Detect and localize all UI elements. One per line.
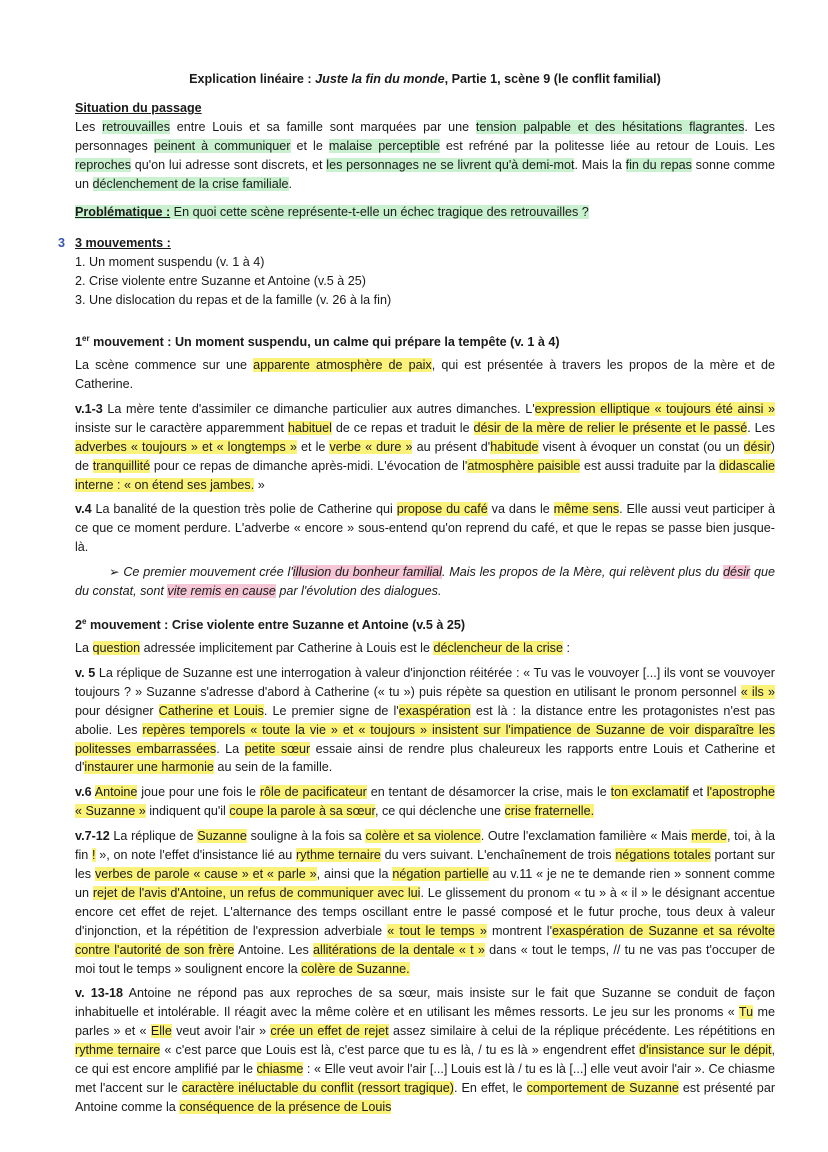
heading-text: mouvement : Un moment suspendu, un calme qui prépare la tempête (v. 1 à 4) [89, 335, 560, 350]
text: La [75, 641, 93, 656]
num: 1 [75, 335, 83, 350]
highlighted-text: petite sœur [244, 741, 311, 756]
text: Les [75, 119, 103, 134]
text: au sein de la famille. [213, 760, 333, 775]
highlighted-text: négation partielle [392, 867, 489, 881]
highlighted-text: Suzanne [197, 829, 247, 844]
mouvements-label: 3 mouvements : [75, 236, 171, 251]
highlighted-text: instaurer une harmonie [84, 760, 214, 775]
text: . Mais la [574, 157, 626, 172]
arrow-icon: ➢ [109, 565, 120, 580]
verse-label: v.4 [75, 502, 92, 517]
highlighted-text: désir [722, 565, 751, 580]
situation-paragraph [75, 118, 775, 194]
m2-v5 [75, 664, 775, 777]
text: du vers suivant. L'enchaînement de trois [380, 848, 616, 863]
m2-v6 [75, 783, 775, 821]
text: pour ce repas de dimanche après-midi. L'évocation de l' [150, 458, 468, 473]
highlight: retrouvailles [102, 119, 170, 134]
text: montrent l' [486, 923, 552, 938]
highlighted-text: déclencheur de la crise [433, 641, 563, 656]
problematique-label: Problématique : [75, 205, 171, 220]
text: entre Louis et sa famille sont marquées par une [170, 119, 476, 134]
text: , ce qui déclenche une [374, 804, 505, 819]
text: en tentant de désamorcer la crise, mais le [366, 785, 611, 800]
highlighted-text: verbes de parole « cause » et « parle » [94, 867, 317, 881]
mouvements-list [75, 253, 775, 310]
m2-intro [75, 639, 775, 658]
text: . Mais les propos de la Mère, qui relèvent plus du [441, 565, 723, 580]
text: souligne à la fois sa [246, 829, 366, 844]
text: est refréné par la politesse liée au retour de Louis. Les [439, 138, 775, 153]
text: . Outre l'exclamation familière « Mais [480, 829, 692, 844]
highlighted-text: Antoine [94, 785, 138, 800]
text: , ce qui est encore amplifié par le [75, 1043, 775, 1077]
highlighted-text: Catherine et Louis [158, 703, 264, 718]
highlighted-text: habitude [490, 439, 539, 454]
text: insiste sur le caractère apparemment [75, 420, 288, 435]
text: joue pour une fois le [137, 785, 260, 800]
text: pour désigner [75, 703, 159, 718]
text: » [254, 477, 265, 492]
text: et [688, 785, 707, 800]
highlighted-text: didascalie interne : « on étend ses jambes. [75, 458, 775, 492]
text: La banalité de la question très polie de Catherine qui [91, 502, 397, 517]
heading-text: mouvement : Crise violente entre Suzanne et Antoine (v.5 à 25) [86, 618, 466, 633]
highlighted-text: crise fraternelle. [504, 804, 595, 819]
text: et le [290, 138, 329, 153]
highlighted-text: comportement de Suzanne [526, 1080, 679, 1095]
text: qu'on lui adresse sont discrets, et [131, 157, 327, 172]
highlighted-text: rejet de l'avis d'Antoine, un refus de communiquer avec lui [92, 885, 421, 900]
m2-v13-18 [75, 984, 775, 1116]
highlight: malaise perceptible [328, 138, 440, 153]
highlighted-text: même sens [553, 502, 620, 517]
highlighted-text: tranquillité [92, 458, 151, 473]
verse-label: v. 13-18 [75, 986, 124, 1001]
text: portant sur les [75, 848, 775, 881]
m2-v7-12 [75, 827, 775, 978]
highlighted-text: caractère inéluctable du conflit (ressort tragique) [181, 1080, 454, 1095]
highlight: peinent à communiquer [153, 138, 291, 153]
highlighted-text: crée un effet de rejet [270, 1024, 389, 1039]
highlight: déclenchement de la crise familiale [92, 176, 289, 191]
highlighted-text: allitérations de la dentale « t » [313, 942, 485, 957]
text: . [288, 176, 293, 191]
highlighted-text: colère et sa violence [365, 829, 481, 844]
text: par l'évolution des dialogues. [275, 584, 442, 599]
text: . En effet, le [453, 1080, 527, 1095]
situation-heading: Situation du passage [75, 100, 202, 115]
highlighted-text: chiasme [256, 1062, 304, 1077]
num: 2 [75, 618, 83, 633]
highlighted-text: ton exclamatif [610, 785, 689, 800]
text: et le [296, 439, 330, 454]
text: Antoine. Les [234, 942, 314, 957]
problematique [75, 203, 775, 222]
highlighted-text: exaspération [398, 703, 471, 718]
highlighted-text: ! [92, 848, 96, 863]
list-item: 3. Une dislocation du repas et de la famille (v. 26 à la fin) [75, 293, 392, 308]
text: est là : la distance entre les protagonistes n'est pas abolie. Les [75, 703, 775, 737]
text: , ainsi que la [316, 867, 393, 881]
problematique-text: En quoi cette scène représente-t-elle un échec tragique des retrouvailles ? [170, 205, 589, 220]
mouvements-block [58, 234, 775, 310]
text: . Les personnages [75, 119, 775, 153]
document-body [58, 70, 776, 1123]
text: , toi, à la fin [75, 829, 775, 863]
sup: e [82, 616, 87, 626]
highlighted-text: rôle de pacificateur [259, 785, 367, 800]
highlighted-text: merde [691, 829, 727, 844]
text: est présenté par Antoine comme la [75, 1080, 776, 1114]
text: : [562, 641, 570, 656]
text: . Elle aussi veut participer à ce que ce moment perdure. L'adverbe « encore » sous-entend qu'on reprend du café, et que le repas se passe bien jusque-là. [75, 502, 775, 555]
text: », on note l'effet d'insistance lié au [95, 848, 296, 863]
highlighted-text: colère de Suzanne. [301, 961, 410, 976]
document-title [75, 70, 775, 89]
highlighted-text: désir [743, 439, 771, 454]
highlighted-text: adverbes « toujours » et « longtemps » [75, 439, 297, 454]
m1-v1-3 [75, 400, 775, 495]
text: dans « tout le temps, // tu ne vas pas t'occuper de moi tout le temps » soulignent encore la [75, 942, 775, 976]
text: que du constat, sont [75, 565, 776, 599]
text: « c'est parce que Louis est là, c'est parce que tu es là, / tu es là » engendrent effet [160, 1043, 640, 1058]
text: me parles » et « [75, 1005, 775, 1039]
text: essaie ainsi de rendre plus chaleureux les rapports entre Louis et Catherine et d' [75, 741, 775, 775]
verse-label: v. 5 [75, 665, 96, 680]
highlighted-text: exaspération de Suzanne et sa révolte contre l'autorité de son frère [75, 923, 776, 957]
text: adressée implicitement par Catherine à Louis est le [140, 641, 434, 656]
highlighted-text: l'apostrophe « Suzanne » [75, 785, 776, 819]
handwritten-marker: 3 [58, 236, 66, 251]
title-work: Juste la fin du monde [315, 72, 445, 86]
mouvement-1-heading [75, 330, 775, 352]
list-item: 1. Un moment suspendu (v. 1 à 4) [75, 255, 265, 270]
m1-conclusion [75, 563, 775, 601]
highlighted-text: d'insistance sur le dépit [639, 1043, 772, 1058]
highlighted-text: habituel [287, 420, 332, 435]
highlighted-text: vite remis en cause [167, 584, 276, 599]
text: La scène commence sur une [75, 358, 254, 373]
m1-intro [75, 356, 775, 394]
text: : « Elle veut avoir l'air [...] Louis est là / tu es là [...] elle veut avoir l'air ». Ce chiasme met l'accent sur le [75, 1062, 775, 1095]
highlighted-text: Elle [150, 1024, 172, 1039]
verse-label: v.6 [75, 785, 92, 800]
highlighted-text: « ils » [740, 684, 775, 699]
text: assez similaire à celui de la réplique précédente. Les répétitions en [388, 1024, 775, 1039]
highlight: reproches [75, 157, 132, 172]
text: , qui est présentée à travers les propos de la mère et de Catherine. [75, 358, 775, 391]
highlighted-text: « tout le temps » [387, 923, 487, 938]
text: Ce premier mouvement crée l' [119, 565, 293, 580]
mouvement-2-heading [75, 613, 775, 635]
highlighted-text: coupe la parole à sa sœur [229, 804, 375, 819]
highlighted-text: rythme ternaire [295, 848, 381, 863]
title-prefix: Explication linéaire : [189, 72, 316, 86]
highlighted-text: verbe « dure » [329, 439, 413, 454]
highlighted-text: illusion du bonheur familial [292, 565, 442, 580]
text: de ce repas et traduit le [331, 420, 474, 435]
text: Antoine ne répond pas aux reproches de sa sœur, mais insiste sur le fait que Suzanne se conduit de façon inhabituelle et intolérable. Il réagit avec la même colère et en utilisant les mêmes ressorts. Le jeu sur les pronoms « [75, 986, 776, 1020]
text: ) de [75, 439, 775, 473]
text: est aussi traduite par la [580, 458, 719, 473]
text: va dans le [487, 502, 554, 517]
m1-v4 [75, 500, 775, 557]
highlight: apparente atmosphère de paix [253, 358, 432, 373]
sup: er [82, 333, 90, 343]
text: La réplique de Suzanne est une interrogation à valeur d'injonction réitérée : « Tu vas le vouvoyer [...] ils vont se vouvoyer toujours ? » Suzanne s'adresse d'abord à Catherine (« tu ») puis répète sa question en utilisant le pronom personnel [75, 665, 775, 699]
text: indiquent qu'il [145, 804, 230, 819]
text: au présent d' [412, 439, 491, 454]
highlighted-text: expression elliptique « toujours été ainsi » [534, 401, 776, 416]
highlighted-text: rythme ternaire [75, 1043, 161, 1058]
text: veut avoir l'air » [171, 1024, 271, 1039]
highlighted-text: conséquence de la présence de Louis [179, 1099, 392, 1114]
text: . Le premier signe de l' [263, 703, 399, 718]
text: . Les [747, 420, 775, 435]
text: visent à évoquer un constat (ou un [538, 439, 744, 454]
text: La réplique de [109, 829, 198, 844]
highlight: les personnages ne se livrent qu'à demi-mot [326, 157, 575, 172]
highlighted-text: atmosphère paisible [467, 458, 581, 473]
highlight: tension palpable et des hésitations flagrantes [475, 119, 745, 134]
text: sonne comme un [75, 157, 776, 191]
highlighted-text: question [92, 641, 141, 656]
text: . Le glissement du pronom « tu » à « il » le désignant accentue encore cet effet de rejet. L'alternance des temps oscillant entre le passé composé et le futur proche, tous deux à valeur d'injonction, et la répétition de l'expression adverbiale [75, 885, 775, 938]
highlighted-text: repères temporels « toute la vie » et « toujours » insistent sur l'impatience de Suzanne de voir disparaître les politesses embarrassées [75, 722, 776, 756]
highlighted-text: négations totales [615, 848, 711, 863]
highlighted-text: désir de la mère de relier le présente et le passé [473, 420, 748, 435]
list-item: 2. Crise violente entre Suzanne et Antoine (v.5 à 25) [75, 274, 366, 289]
highlight: fin du repas [625, 157, 692, 172]
highlighted-text: propose du café [396, 502, 488, 517]
highlighted-text: Tu [738, 1005, 754, 1020]
title-suffix: , Partie 1, scène 9 (le conflit familial) [444, 72, 661, 86]
verse-label: v.1-3 [75, 401, 103, 416]
text: au v.11 « je ne te demande rien » sonnent comme un [75, 867, 775, 900]
verse-label: v.7-12 [75, 829, 110, 844]
text: La mère tente d'assimiler ce dimanche particulier aux autres dimanches. L' [102, 401, 535, 416]
text: . La [216, 741, 245, 756]
